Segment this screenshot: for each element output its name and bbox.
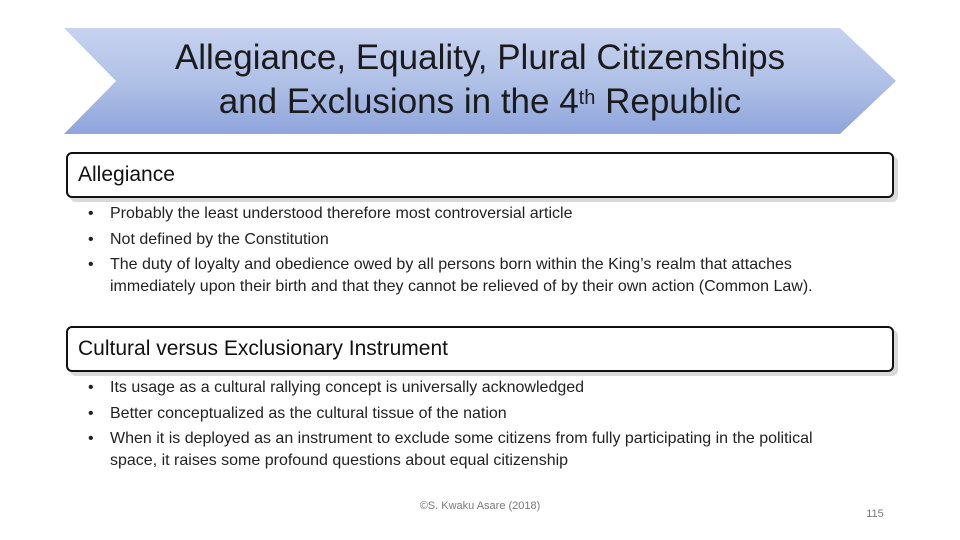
list-item: • Not defined by the Constitution [86,228,886,254]
list-item: • Better conceptualized as the cultural tissue of the nation [86,402,886,428]
title-superscript: th [578,87,596,109]
list-item: • When it is deployed as an instrument to exclude some citizens from fully participating in the political space, it raises some profound questions about equal citizenship [86,428,886,472]
title-line-2-suffix: Republic [595,82,742,121]
footer-credit: ©S. Kwaku Asare (2018) [419,500,541,512]
bullet-list-allegiance [86,202,886,298]
section-heading: Cultural versus Exclusionary Instrument [78,337,448,360]
page-number: 115 [866,508,884,520]
bullet-list-cultural [86,376,886,472]
section-header-cultural [66,326,894,372]
title-line-2-prefix: and Exclusions in the 4 [218,82,579,121]
section-heading: Allegiance [78,163,175,186]
title-line-2 [64,80,896,124]
list-item: • The duty of loyalty and obedience owed by all persons born within the King’s realm that attaches immediately upon their birth and that they cannot be relieved of by their own action (Common Law). [86,254,886,298]
title-line-1: Allegiance, Equality, Plural Citizenships [174,38,786,77]
section-header-allegiance [66,152,894,198]
list-item: • Its usage as a cultural rallying concept is universally acknowledged [86,376,886,402]
slide-title [64,36,896,124]
list-item: • Probably the least understood therefore most controversial article [86,202,886,228]
